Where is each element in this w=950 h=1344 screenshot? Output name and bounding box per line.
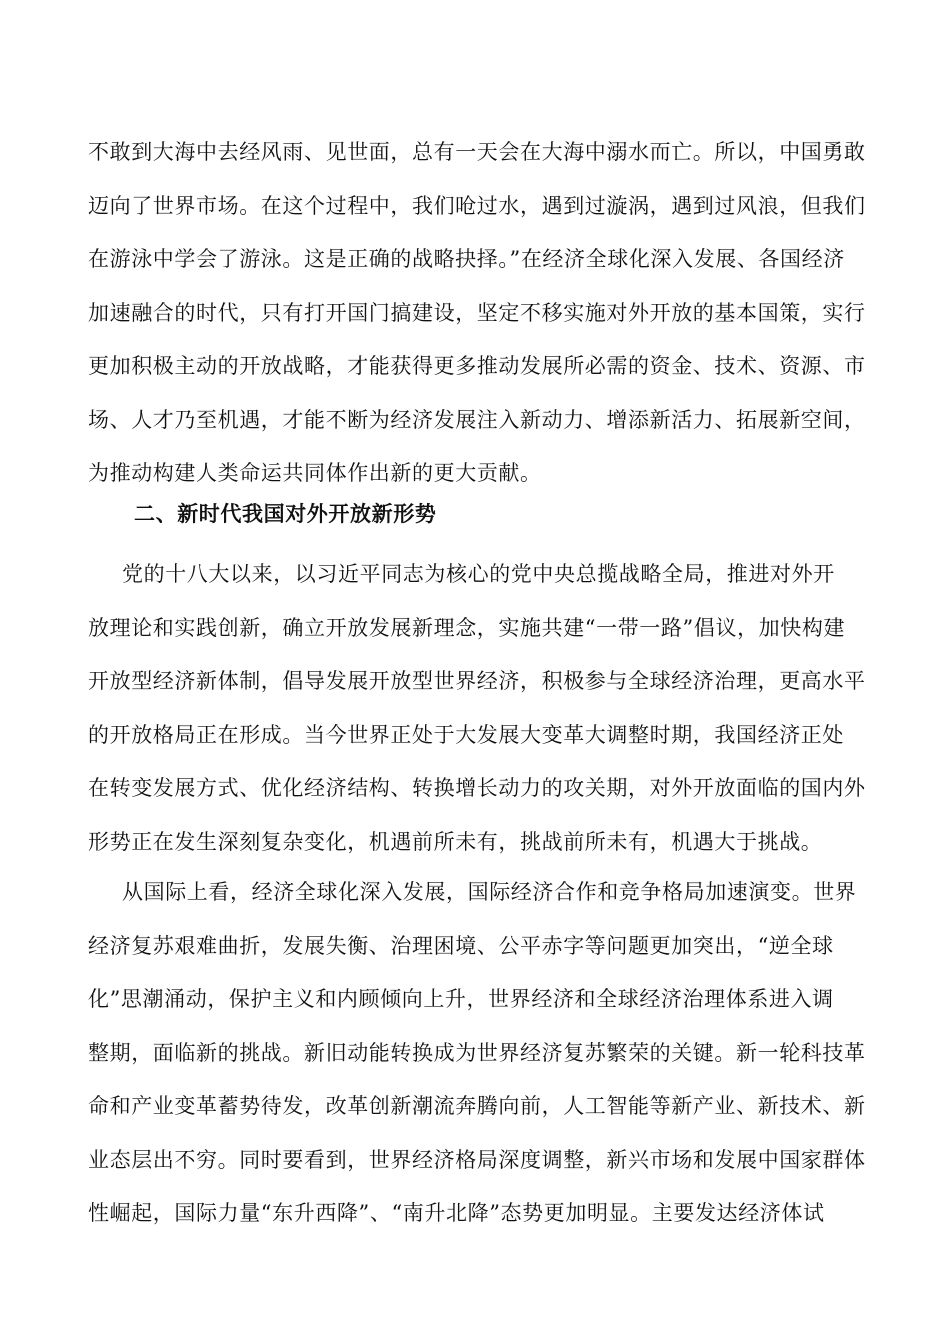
text-line: 更加积极主动的开放战略，才能获得更多推动发展所必需的资金、技术、资源、市	[88, 354, 866, 378]
text-line: 迈向了世界市场。在这个过程中，我们呛过水，遇到过漩涡，遇到过风浪，但我们	[88, 193, 866, 218]
text-line: 整期，面临新的挑战。新旧动能转换成为世界经济复苏繁荣的关键。新一轮科技革	[88, 1040, 866, 1065]
text-line: 从国际上看，经济全球化深入发展，国际经济合作和竞争格局加速演变。世界	[122, 880, 857, 904]
text-line: 的开放格局正在形成。当今世界正处于大发展大变革大调整时期，我国经济正处	[88, 722, 844, 747]
text-line: 开放型经济新体制，倡导发展开放型世界经济，积极参与全球经济治理，更高水平	[88, 669, 866, 693]
paragraph-2	[88, 548, 866, 869]
section-heading: 二、新时代我国对外开放新形势	[134, 502, 437, 526]
text-line: 性崛起，国际力量“东升西降”、“南升北降”态势更加明显。主要发达经济体试	[88, 1201, 825, 1225]
text-line: 场、人才乃至机遇，才能不断为经济发展注入新动力、增添新活力、拓展新空间，	[88, 407, 866, 432]
text-line: 加速融合的时代，只有打开国门搞建设，坚定不移实施对外开放的基本国策，实行	[88, 300, 866, 325]
text-line: 在转变发展方式、优化经济结构、转换增长动力的攻关期，对外开放面临的国内外	[88, 776, 866, 800]
text-line: 形势正在发生深刻复杂变化，机遇前所未有，挑战前所未有，机遇大于挑战。	[88, 829, 823, 854]
paragraph-1	[88, 126, 866, 501]
text-line: 经济复苏艰难曲折，发展失衡、治理困境、公平赤字等问题更加突出，“逆全球	[88, 933, 834, 958]
text-line: 业态层出不穷。同时要看到，世界经济格局深度调整，新兴市场和发展中国家群体	[88, 1147, 866, 1172]
paragraph-3	[88, 866, 866, 1241]
text-line: 命和产业变革蓄势待发，改革创新潮流奔腾向前，人工智能等新产业、新技术、新	[88, 1094, 866, 1118]
text-line: 党的十八大以来，以习近平同志为核心的党中央总揽战略全局，推进对外开	[122, 562, 835, 586]
text-line: 化”思潮涌动，保护主义和内顾倾向上升，世界经济和全球经济治理体系进入调	[88, 987, 834, 1011]
text-line: 不敢到大海中去经风雨、见世面，总有一天会在大海中溺水而亡。所以，中国勇敢	[88, 140, 866, 164]
text-line: 为推动构建人类命运共同体作出新的更大贡献。	[88, 461, 542, 485]
text-line: 放理论和实践创新，确立开放发展新理念，实施共建“一带一路”倡议，加快构建	[88, 615, 846, 640]
text-line: 在游泳中学会了游泳。这是正确的战略抉择。”在经济全球化深入发展、各国经济	[88, 247, 845, 271]
